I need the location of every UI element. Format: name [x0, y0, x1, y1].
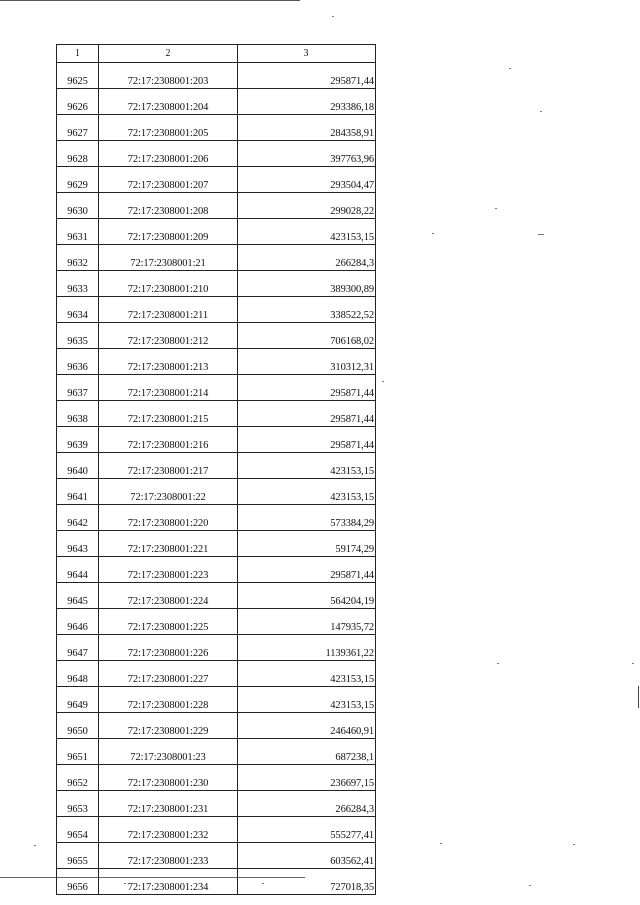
cell-value: 423153,15	[238, 687, 376, 713]
cell-cadastral-number: 72:17:2308001:203	[99, 63, 238, 89]
scan-speck	[432, 233, 434, 234]
column-header-cadastral-number: 2	[99, 45, 238, 63]
cell-value: 1139361,22	[238, 635, 376, 661]
scan-speck	[382, 381, 384, 382]
cell-cadastral-number: 72:17:2308001:216	[99, 427, 238, 453]
cell-cadastral-number: 72:17:2308001:23	[99, 739, 238, 765]
cell-value: 423153,15	[238, 479, 376, 505]
table-row	[57, 817, 376, 843]
cell-row-number: 9633	[57, 271, 99, 297]
cell-row-number: 9625	[57, 63, 99, 89]
table-row	[57, 427, 376, 453]
cell-row-number: 9654	[57, 817, 99, 843]
cell-value: 389300,89	[238, 271, 376, 297]
table-row	[57, 869, 376, 895]
cell-row-number: 9650	[57, 713, 99, 739]
cell-cadastral-number: 72:17:2308001:226	[99, 635, 238, 661]
table-row	[57, 115, 376, 141]
table-row	[57, 167, 376, 193]
cell-value: 603562,41	[238, 843, 376, 869]
top-edge-rule	[0, 0, 300, 1]
cell-row-number: 9641	[57, 479, 99, 505]
cell-cadastral-number: 72:17:2308001:210	[99, 271, 238, 297]
cell-row-number: 9642	[57, 505, 99, 531]
cell-cadastral-number: 72:17:2308001:211	[99, 297, 238, 323]
table-row	[57, 635, 376, 661]
cell-cadastral-number: 72:17:2308001:208	[99, 193, 238, 219]
scan-speck	[573, 844, 575, 845]
cell-row-number: 9643	[57, 531, 99, 557]
scan-speck	[332, 16, 334, 17]
cell-value: 236697,15	[238, 765, 376, 791]
cell-cadastral-number: 72:17:2308001:213	[99, 349, 238, 375]
cell-cadastral-number: 72:17:2308001:231	[99, 791, 238, 817]
table-row	[57, 453, 376, 479]
cell-cadastral-number: 72:17:2308001:224	[99, 583, 238, 609]
cell-value: 293504,47	[238, 167, 376, 193]
land-plot-table	[56, 44, 376, 895]
table-row	[57, 687, 376, 713]
cell-row-number: 9645	[57, 583, 99, 609]
cell-cadastral-number: 72:17:2308001:207	[99, 167, 238, 193]
cell-row-number: 9630	[57, 193, 99, 219]
cell-value: 59174,29	[238, 531, 376, 557]
cell-row-number: 9627	[57, 115, 99, 141]
table-row	[57, 713, 376, 739]
cell-cadastral-number: 72:17:2308001:22	[99, 479, 238, 505]
cell-value: 266284,3	[238, 791, 376, 817]
table-row	[57, 219, 376, 245]
cell-value: 573384,29	[238, 505, 376, 531]
column-header-value: 3	[238, 45, 376, 63]
cell-value: 295871,44	[238, 557, 376, 583]
cell-value: 266284,3	[238, 245, 376, 271]
cell-value: 423153,15	[238, 661, 376, 687]
table-row	[57, 479, 376, 505]
cell-row-number: 9646	[57, 609, 99, 635]
table-row	[57, 843, 376, 869]
cell-cadastral-number: 72:17:2308001:206	[99, 141, 238, 167]
cell-cadastral-number: 72:17:2308001:233	[99, 843, 238, 869]
cell-value: 246460,91	[238, 713, 376, 739]
cell-cadastral-number: 72:17:2308001:228	[99, 687, 238, 713]
cell-row-number: 9644	[57, 557, 99, 583]
cell-row-number: 9655	[57, 843, 99, 869]
table-row	[57, 89, 376, 115]
cell-value: 706168,02	[238, 323, 376, 349]
table-header-row	[57, 45, 376, 63]
scan-speck	[497, 663, 499, 664]
table-row	[57, 505, 376, 531]
cell-value: 687238,1	[238, 739, 376, 765]
cell-row-number: 9653	[57, 791, 99, 817]
cell-value: 299028,22	[238, 193, 376, 219]
table-row	[57, 193, 376, 219]
cell-cadastral-number: 72:17:2308001:223	[99, 557, 238, 583]
cell-row-number: 9637	[57, 375, 99, 401]
cell-cadastral-number: 72:17:2308001:209	[99, 219, 238, 245]
cell-cadastral-number: 72:17:2308001:215	[99, 401, 238, 427]
cell-row-number: 9632	[57, 245, 99, 271]
cell-cadastral-number: 72:17:2308001:232	[99, 817, 238, 843]
cell-cadastral-number: 72:17:2308001:227	[99, 661, 238, 687]
cell-cadastral-number: 72:17:2308001:220	[99, 505, 238, 531]
cell-cadastral-number: 72:17:2308001:204	[99, 89, 238, 115]
scan-speck	[34, 845, 36, 846]
cell-value: 147935,72	[238, 609, 376, 635]
cell-cadastral-number: 72:17:2308001:205	[99, 115, 238, 141]
cell-value: 555277,41	[238, 817, 376, 843]
table-row	[57, 271, 376, 297]
cell-row-number: 9639	[57, 427, 99, 453]
cell-row-number: 9629	[57, 167, 99, 193]
cell-row-number: 9628	[57, 141, 99, 167]
table-row	[57, 557, 376, 583]
cell-value: 295871,44	[238, 427, 376, 453]
scan-speck	[440, 843, 442, 844]
cell-value: 423153,15	[238, 453, 376, 479]
scan-speck	[538, 234, 544, 235]
cell-value: 727018,35	[238, 869, 376, 895]
table-row	[57, 531, 376, 557]
table-row	[57, 323, 376, 349]
cell-cadastral-number: 72:17:2308001:212	[99, 323, 238, 349]
table-row	[57, 661, 376, 687]
table-body	[57, 45, 376, 895]
cell-row-number: 9649	[57, 687, 99, 713]
scan-speck	[509, 68, 511, 69]
table-row	[57, 63, 376, 89]
cell-cadastral-number: 72:17:2308001:230	[99, 765, 238, 791]
table-row	[57, 401, 376, 427]
cell-value: 564204,19	[238, 583, 376, 609]
cell-value: 295871,44	[238, 63, 376, 89]
table-row	[57, 297, 376, 323]
cell-row-number: 9651	[57, 739, 99, 765]
table-row	[57, 583, 376, 609]
cell-row-number: 9640	[57, 453, 99, 479]
cell-cadastral-number: 72:17:2308001:229	[99, 713, 238, 739]
cell-value: 310312,31	[238, 349, 376, 375]
scan-edge-mark	[638, 686, 639, 708]
cell-cadastral-number: 72:17:2308001:221	[99, 531, 238, 557]
cell-value: 295871,44	[238, 375, 376, 401]
cell-row-number: 9638	[57, 401, 99, 427]
cell-row-number: 9648	[57, 661, 99, 687]
cell-value: 293386,18	[238, 89, 376, 115]
cell-cadastral-number: 72:17:2308001:234	[99, 869, 238, 895]
cell-row-number: 9635	[57, 323, 99, 349]
table-row	[57, 141, 376, 167]
cell-value: 295871,44	[238, 401, 376, 427]
table-row	[57, 609, 376, 635]
cell-row-number: 9647	[57, 635, 99, 661]
cell-value: 284358,91	[238, 115, 376, 141]
scan-speck	[632, 663, 634, 664]
scan-speck	[540, 111, 542, 112]
cell-row-number: 9656	[57, 869, 99, 895]
cell-cadastral-number: 72:17:2308001:21	[99, 245, 238, 271]
table-row	[57, 245, 376, 271]
cell-row-number: 9652	[57, 765, 99, 791]
table-row	[57, 739, 376, 765]
cell-cadastral-number: 72:17:2308001:217	[99, 453, 238, 479]
table-row	[57, 375, 376, 401]
table-row	[57, 349, 376, 375]
cell-row-number: 9636	[57, 349, 99, 375]
scan-speck	[529, 885, 531, 886]
cell-cadastral-number: 72:17:2308001:225	[99, 609, 238, 635]
table-row	[57, 791, 376, 817]
cell-value: 338522,52	[238, 297, 376, 323]
column-header-number: 1	[57, 45, 99, 63]
cell-row-number: 9631	[57, 219, 99, 245]
cell-row-number: 9634	[57, 297, 99, 323]
cell-value: 423153,15	[238, 219, 376, 245]
scan-speck	[495, 208, 497, 209]
cell-value: 397763,96	[238, 141, 376, 167]
table-row	[57, 765, 376, 791]
cell-cadastral-number: 72:17:2308001:214	[99, 375, 238, 401]
cell-row-number: 9626	[57, 89, 99, 115]
